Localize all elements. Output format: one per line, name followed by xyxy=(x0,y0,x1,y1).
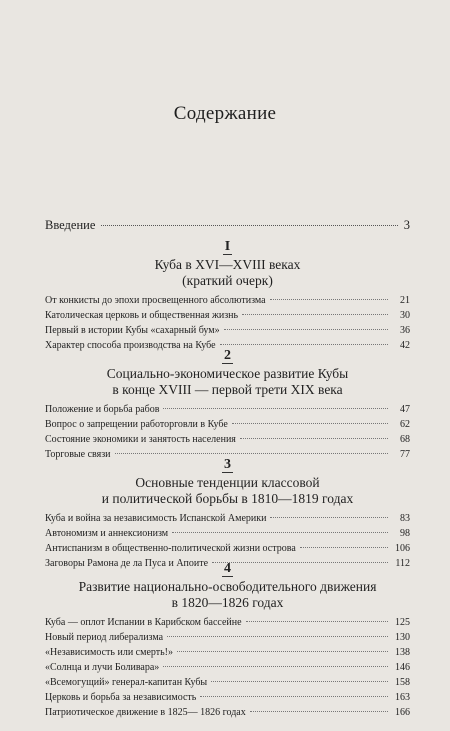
toc-entry[interactable]: Характер способа производства на Кубе 42 xyxy=(45,340,410,351)
toc-entry[interactable]: От конкисты до эпохи просвещенного абсолютизма 21 xyxy=(45,295,410,306)
intro-label: Введение xyxy=(45,218,96,232)
toc-entry[interactable]: Новый период либерализма 130 xyxy=(45,632,410,643)
section-1 xyxy=(45,240,410,353)
toc-entry[interactable]: Церковь и борьба за независимость 163 xyxy=(45,692,410,703)
intro-entry[interactable] xyxy=(45,218,410,233)
toc-entry[interactable]: Куба — оплот Испании в Карибском бассейне 125 xyxy=(45,617,410,628)
toc-entry[interactable]: «Независимость или смерть!» 138 xyxy=(45,647,410,658)
toc-entry[interactable]: Патриотическое движение в 1825— 1826 годах 166 xyxy=(45,707,410,718)
section-4 xyxy=(45,562,410,720)
toc-entry[interactable]: Заговоры Рамона де ла Пуса и Апоите 112 xyxy=(45,558,410,569)
section-title: Развитие национально-освободительного движения в 1820—1826 годах xyxy=(78,579,377,610)
toc-entry[interactable]: Куба и война за независимость Испанской Америки 83 xyxy=(45,513,410,524)
section-number: 3 xyxy=(224,457,231,472)
toc-entry[interactable]: Вопрос о запрещении работорговли в Кубе 62 xyxy=(45,419,410,430)
section-title: Основные тенденции классовой и политической борьбы в 1810—1819 годах xyxy=(101,475,354,506)
page-title: Содержание xyxy=(173,103,277,124)
toc-entry[interactable]: Торговые связи 77 xyxy=(45,449,410,460)
toc-entry[interactable]: «Всемогущий» генерал-капитан Кубы 158 xyxy=(45,677,410,688)
section-number: I xyxy=(224,239,231,254)
section-2 xyxy=(45,349,410,462)
toc-entry[interactable]: «Солнца и лучи Боливара» 146 xyxy=(45,662,410,673)
toc-entry[interactable]: Антиспанизм в общественно-политической жизни острова 106 xyxy=(45,543,410,554)
toc-entry[interactable]: Состояние экономики и занятость населения 68 xyxy=(45,434,410,445)
leader-dots xyxy=(101,225,397,226)
toc-entry[interactable]: Положение и борьба рабов 47 xyxy=(45,404,410,415)
toc-entry[interactable]: Автономизм и аннексионизм 98 xyxy=(45,528,410,539)
toc-entry[interactable]: Первый в истории Кубы «сахарный бум» 36 xyxy=(45,325,410,336)
section-3 xyxy=(45,458,410,571)
section-title: Куба в XVI—XVIII веках (краткий очерк) xyxy=(154,257,301,288)
intro-page: 3 xyxy=(403,218,410,232)
section-title: Социально-экономическое развитие Кубы в конце XVIII — первой трети XIX века xyxy=(106,366,349,397)
toc-entry[interactable]: Католическая церковь и общественная жизнь 30 xyxy=(45,310,410,321)
section-number: 2 xyxy=(224,348,231,363)
section-number: 4 xyxy=(224,561,231,576)
